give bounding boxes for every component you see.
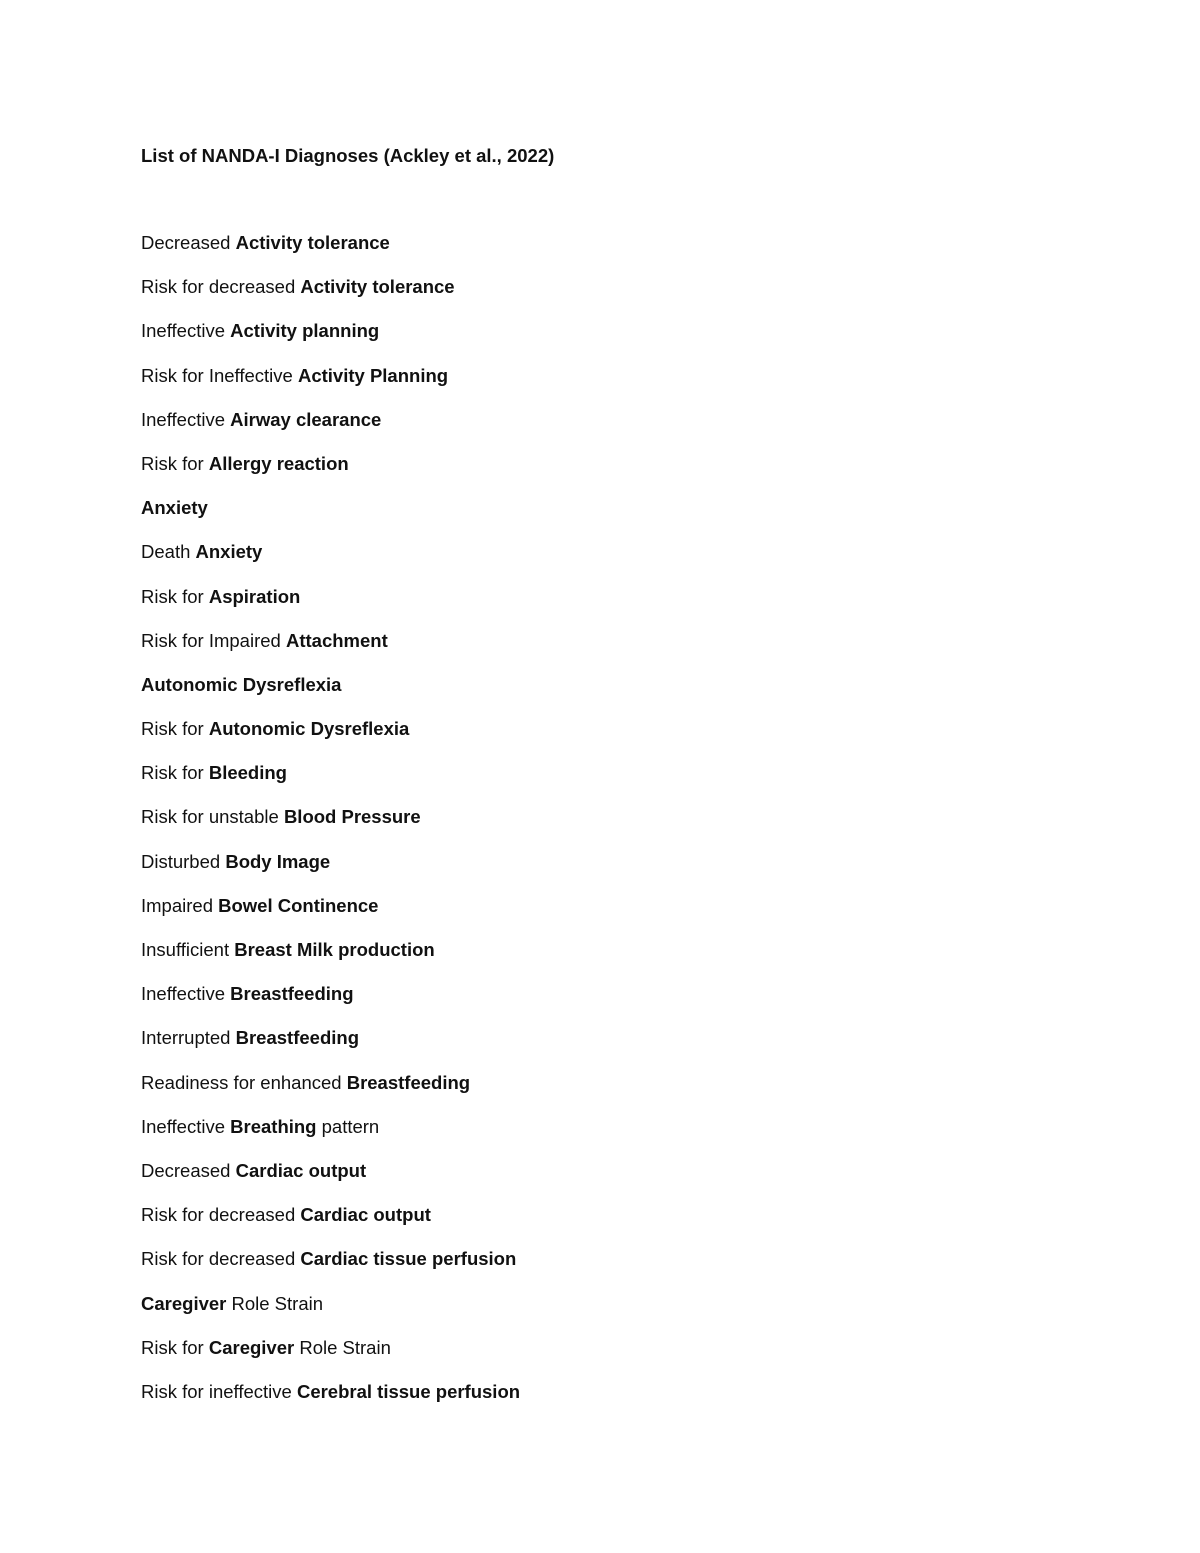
diagnosis-term: Aspiration xyxy=(208,585,301,607)
diagnosis-qualifier: Insufficient xyxy=(141,939,235,960)
diagnosis-item xyxy=(141,937,520,981)
diagnosis-term: Activity Planning xyxy=(297,364,449,386)
diagnosis-term: Allergy reaction xyxy=(208,452,349,474)
diagnosis-qualifier: Ineffective xyxy=(141,1115,231,1137)
diagnosis-qualifier: Role Strain xyxy=(294,1336,391,1358)
diagnosis-qualifier: Risk for xyxy=(141,762,209,784)
diagnosis-term: Bleeding xyxy=(208,762,287,784)
diagnosis-item xyxy=(141,1070,520,1114)
diagnosis-term: Cardiac output xyxy=(235,1159,367,1181)
diagnosis-term: Autonomic Dysreflexia xyxy=(208,718,410,740)
diagnosis-qualifier: Decreased xyxy=(141,1159,236,1181)
diagnosis-qualifier: Risk for decreased xyxy=(141,1248,301,1270)
diagnosis-term: Body Image xyxy=(225,850,331,872)
diagnosis-qualifier: Interrupted xyxy=(141,1027,236,1049)
diagnosis-item xyxy=(141,628,520,672)
diagnosis-term: Airway clearance xyxy=(230,408,382,430)
diagnosis-term: Caregiver xyxy=(141,1292,227,1314)
diagnosis-item xyxy=(141,672,520,716)
diagnosis-term: Attachment xyxy=(285,629,388,651)
diagnosis-qualifier: Risk for unstable xyxy=(141,806,284,828)
diagnosis-term: Breastfeeding xyxy=(235,1027,359,1049)
diagnosis-qualifier: Decreased xyxy=(141,232,236,253)
diagnosis-item xyxy=(141,804,520,848)
diagnosis-term: Anxiety xyxy=(141,497,208,519)
diagnosis-qualifier: Death xyxy=(141,541,196,563)
diagnosis-item xyxy=(141,1379,520,1423)
diagnosis-term: Bowel Continence xyxy=(218,894,379,916)
diagnosis-item xyxy=(141,1246,520,1290)
diagnosis-qualifier: Risk for xyxy=(141,718,209,740)
diagnosis-qualifier: Risk for decreased xyxy=(141,1204,301,1226)
diagnosis-qualifier: Readiness for enhanced xyxy=(141,1071,347,1093)
diagnosis-item xyxy=(141,1158,520,1202)
diagnosis-qualifier: Ineffective xyxy=(141,408,231,430)
diagnosis-term: Cardiac tissue perfusion xyxy=(300,1248,517,1270)
diagnosis-item xyxy=(141,584,520,628)
diagnosis-qualifier: pattern xyxy=(316,1115,380,1137)
diagnosis-term: Cardiac output xyxy=(300,1204,431,1226)
diagnosis-qualifier: Risk for xyxy=(141,1336,209,1358)
diagnosis-item xyxy=(141,760,520,804)
diagnosis-item xyxy=(141,407,520,451)
diagnosis-term: Activity tolerance xyxy=(300,276,455,298)
diagnosis-item xyxy=(141,1291,520,1335)
diagnosis-term: Autonomic Dysreflexia xyxy=(141,673,342,695)
diagnosis-qualifier: Risk for Impaired xyxy=(141,629,286,651)
diagnosis-item xyxy=(141,363,520,407)
diagnosis-item xyxy=(141,893,520,937)
diagnosis-item xyxy=(141,981,520,1025)
diagnosis-term: Breastfeeding xyxy=(230,983,354,1005)
diagnosis-term: Activity tolerance xyxy=(235,232,390,253)
diagnosis-item xyxy=(141,1335,520,1379)
diagnosis-term: Caregiver xyxy=(208,1336,295,1358)
diagnosis-item xyxy=(141,716,520,760)
diagnosis-term: Anxiety xyxy=(195,541,263,563)
diagnosis-term: Activity planning xyxy=(230,320,380,342)
diagnosis-qualifier: Risk for xyxy=(141,452,209,474)
diagnosis-item xyxy=(141,495,520,539)
diagnosis-item xyxy=(141,451,520,495)
diagnosis-term: Blood Pressure xyxy=(283,806,421,828)
document-title: List of NANDA-I Diagnoses (Ackley et al., 2022) xyxy=(141,145,555,166)
diagnosis-term: Cerebral tissue perfusion xyxy=(296,1380,521,1402)
diagnosis-qualifier: Role Strain xyxy=(226,1292,324,1314)
diagnosis-item xyxy=(141,318,520,362)
diagnosis-qualifier: Ineffective xyxy=(141,983,231,1005)
diagnosis-item xyxy=(141,1025,520,1069)
diagnosis-term: Breathing xyxy=(230,1115,317,1137)
diagnosis-qualifier: Ineffective xyxy=(141,320,231,342)
diagnosis-qualifier: Risk for Ineffective xyxy=(141,364,298,386)
diagnosis-qualifier: Risk for ineffective xyxy=(141,1380,297,1402)
diagnosis-term: Breastfeeding xyxy=(346,1071,471,1093)
diagnosis-term: Breast Milk production xyxy=(234,939,435,960)
diagnosis-item xyxy=(141,1202,520,1246)
diagnosis-item xyxy=(141,849,520,893)
diagnosis-item xyxy=(141,1114,520,1158)
diagnosis-item xyxy=(141,274,520,318)
diagnosis-item xyxy=(141,539,520,583)
diagnosis-list xyxy=(141,230,520,1423)
diagnosis-qualifier: Disturbed xyxy=(141,850,226,872)
diagnosis-qualifier: Impaired xyxy=(141,894,219,916)
diagnosis-item xyxy=(141,230,520,274)
diagnosis-qualifier: Risk for decreased xyxy=(141,276,301,298)
diagnosis-qualifier: Risk for xyxy=(141,585,209,607)
